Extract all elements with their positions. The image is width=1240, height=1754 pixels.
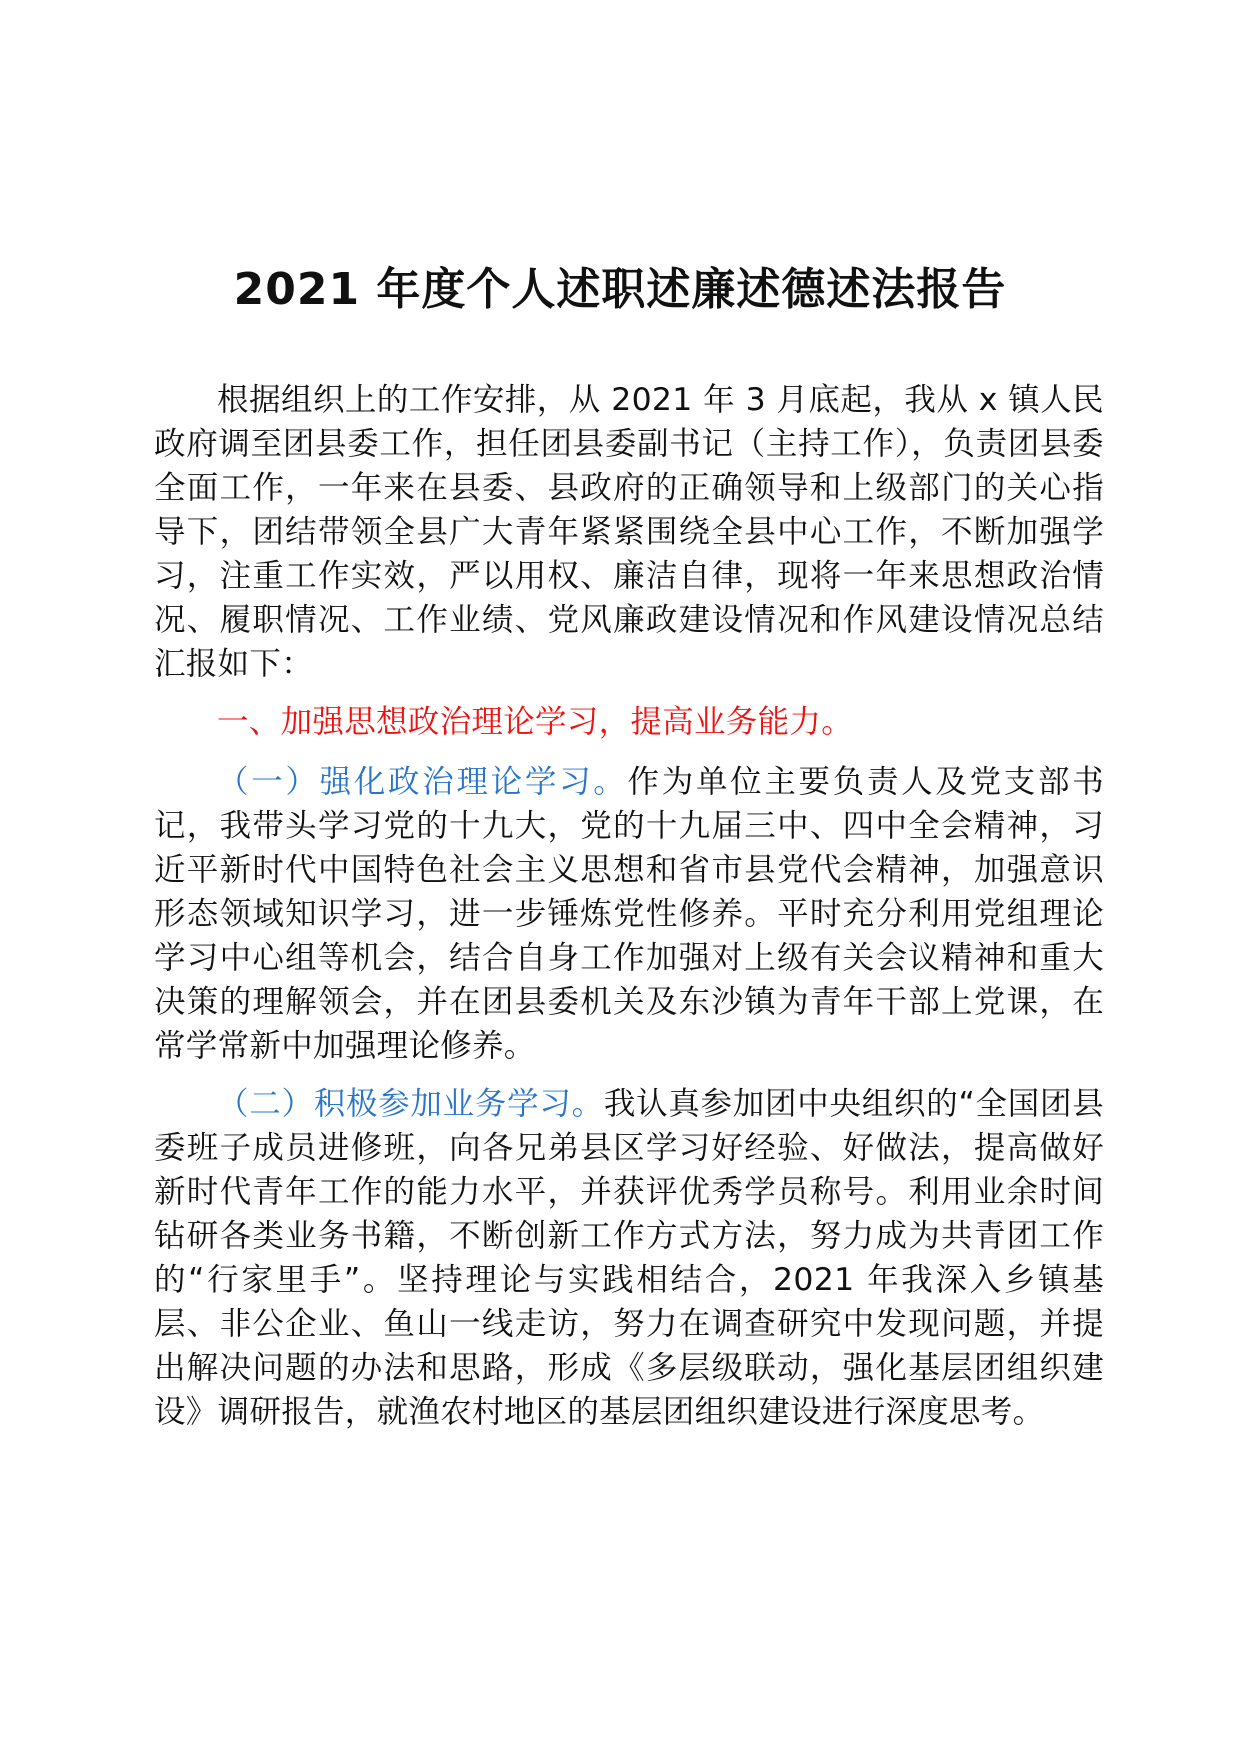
document-title: 2021 年度个人述职述廉述德述法报告 xyxy=(233,264,1007,315)
subsection-paragraph-2 xyxy=(154,1082,1104,1434)
subsection-heading-1: （一）强化政治理论学习。 xyxy=(217,764,628,800)
subsection-text-2: 我认真参加团中央组织的“全国团县委班子成员进修班，向各兄弟县区学习好经验、好做法，提高做好新时代青年工作的能力水平，并获评优秀学员称号。利用业余时间钻研各类业务书籍，不断创新工作方式方法，努力成为共青团工作的“行家里手”。坚持理论与实践相结合，2021 年我深入乡镇基层、非公企业、鱼山一线走访，努力在调查研究中发现问题，并提出解决问题的办法和思路，形成《多层级联动，强化基层团组织建设》调研报告，就渔农村地区的基层团组织建设进行深度思考。 xyxy=(154,1086,1105,1430)
document-body xyxy=(154,378,1104,1448)
subsection-text-1: 作为单位主要负责人及党支部书记，我带头学习党的十九大，党的十九届三中、四中全会精神，习近平新时代中国特色社会主义思想和省市县党代会精神，加强意识形态领域知识学习，进一步锤炼党性修养。平时充分利用党组理论学习中心组等机会，结合自身工作加强对上级有关会议精神和重大决策的理解领会，并在团县委机关及东沙镇为青年干部上党课，在常学常新中加强理论修养。 xyxy=(154,764,1104,1064)
subsection-paragraph-1 xyxy=(154,760,1104,1068)
section-heading-1: 一、加强思想政治理论学习，提高业务能力。 xyxy=(217,704,854,740)
intro-paragraph: 根据组织上的工作安排，从 2021 年 3 月底起，我从 x 镇人民政府调至团县委工作，担任团县委副书记（主持工作），负责团县委全面工作，一年来在县委、县政府的正确领导和上级部门的关心指导下，团结带领全县广大青年紧紧围绕全县中心工作，不断加强学习，注重工作实效，严以用权、廉洁自律，现将一年来思想政治情况、履职情况、工作业绩、党风廉政建设情况和作风建设情况总结汇报如下： xyxy=(154,382,1104,682)
subsection-heading-2: （二）积极参加业务学习。 xyxy=(217,1086,604,1122)
